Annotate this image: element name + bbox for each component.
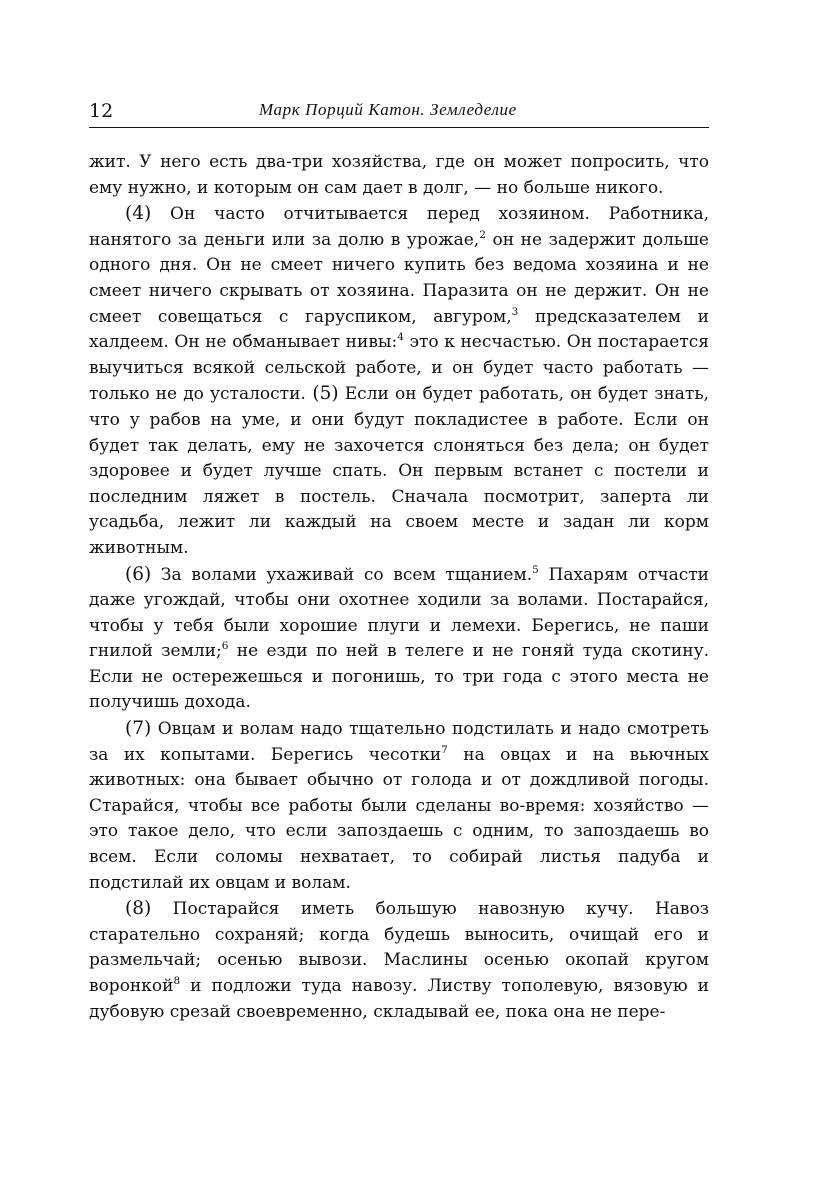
paragraph-8 [89,896,709,1025]
paragraph-text: это к несчастью. Он постарается выучиться всякой сельской работе, и он будет часто работать — только не до усталости. [89,332,709,405]
footnote-ref[interactable]: 8 [173,975,181,987]
footnote-ref[interactable]: 3 [511,305,519,318]
paragraph-text: не езди по ней в телеге и не гоняй туда скотину. Если не остережешься и погонишь, то три года с этого места не получишь дохода. [89,641,710,713]
paragraph-text: Если он будет работать, он будет знать, что у рабов на уме, и они будут покладистее в работе. Если он будет так делать, ему не захочется слоняться без дела; он будет здоровее и будет лучше спать. Он первым встанет с постели и последним ляжет в постель. Сначала посмотрит, заперта ли усадьба, лежит ли каждый на своем месте и задан ли корм животным. [89,384,709,558]
paragraph-text: Пахарям отчасти даже угождай, чтобы они охотнее ходили за волами. Постарайся, чтобы у тебя были хорошие плуги и лемехи. Берегись, не паши гнилой земли; [89,564,709,662]
paragraph-7 [89,716,709,896]
running-title: Марк Порций Катон. Земледелие [259,100,517,119]
paragraph-text: Овцам и волам надо тщательно подстилать и надо смотреть за их копытами. Берегись чесотки [89,719,709,765]
section-marker: (5) [305,383,339,405]
section-marker: (7) [125,718,152,740]
footnote-ref[interactable]: 2 [479,228,486,241]
paragraph-text: Постарайся иметь большую навозную кучу. Навоз старательно сохраняй; когда будешь выносить, очищай его и размельчай; осенью вывози. Маслины осенью окопай кругом воронкой [89,899,709,996]
section-marker: (6) [125,563,152,585]
paragraph-text: на овцах и на вьючных животных: она бывает обычно от голода и от дождливой погоды. Старайся, чтобы все работы были сделаны во-время: хозяйство — это такое дело, что если запоздаешь с одним, то запоздаешь во всем. Если соломы нехватает, то собирай листья падуба и подстилай их овцам и волам. [89,744,709,893]
paragraph-text: он не задержит дольше одного дня. Он не смеет ничего купить без ведома хозяина и не смеет ничего скрывать от хозяина. Паразита он не держит. Он не смеет совещаться с гаруспиком, авгуром, [89,229,709,327]
paragraph-text: Он часто отчитывается перед хозяином. Работника, нанятого за деньги или за долю в урожае, [89,204,709,250]
page-header [89,98,709,126]
paragraph-text: и подложи туда навозу. Листву тополевую, вязовую и дубовую срезай своевременно, складывай ее, пока она не пере- [89,976,709,1022]
footnote-ref[interactable]: 6 [221,640,229,653]
paragraph-text: За волами ухаживай со всем тщанием. [151,564,533,585]
header-rule [89,127,709,128]
footnote-ref[interactable]: 5 [532,563,539,576]
paragraph-4 [89,201,709,561]
paragraph-continuation [89,150,709,201]
page-number: 12 [89,100,114,122]
footnote-ref[interactable]: 7 [441,743,448,756]
body-text [89,150,709,1025]
footnote-ref[interactable]: 4 [397,331,404,344]
section-marker: (8) [125,898,152,920]
paragraph-text: жит. У него есть два-три хозяйства, где он может попросить, что ему нужно, и которым он сам дает в долг, — но больше никого. [89,152,709,198]
section-marker: (4) [125,203,152,225]
paragraph-text: предсказателем и халдеем. Он не обманывает нивы: [89,306,709,353]
paragraph-6 [89,562,709,717]
